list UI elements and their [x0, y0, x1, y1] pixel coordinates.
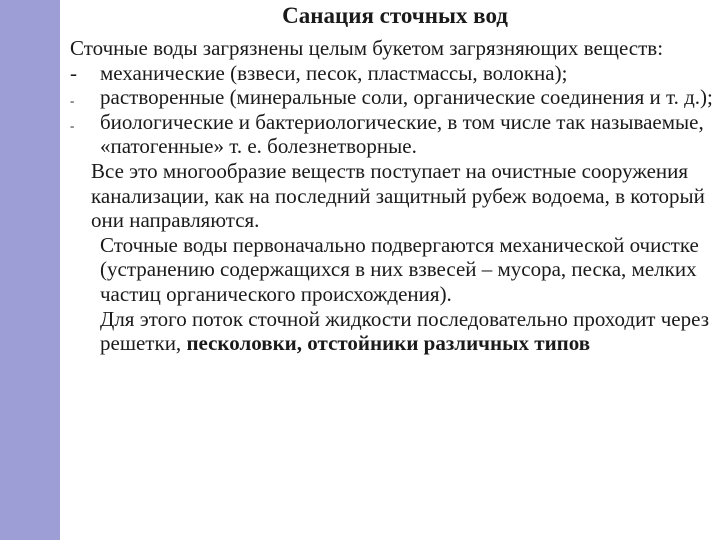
bullet-marker: -: [70, 93, 75, 109]
bullet-text: механические (взвеси, песок, пластмассы, волокна);: [100, 60, 568, 85]
bullet-text: биологические и бактериологические, в том числе так называемые, «патогенные» т. е. болезнетворные.: [100, 109, 704, 159]
bullet-item-1: [70, 61, 715, 86]
bullet-marker: -: [70, 60, 77, 85]
slide-title: Санация сточных вод: [282, 3, 508, 28]
paragraph-3-text: Для этого поток сточной жидкости последовательно проходит через решетки,: [100, 306, 709, 356]
paragraph-1: [70, 159, 715, 233]
bullet-item-3: [70, 110, 715, 159]
paragraph-2: [70, 233, 715, 307]
bullet-item-2: [70, 85, 715, 110]
bullet-marker: -: [70, 117, 75, 133]
paragraph-3: [70, 307, 715, 356]
paragraph-3-bold-text: песколовки, отстойники различных типов: [186, 331, 591, 356]
paragraph-1-text: Все это многообразие веществ поступает на очистные сооружения канализации, как на последний защитный рубеж водоема, в который они направляются.: [91, 158, 705, 233]
paragraph-2-text: Сточные воды первоначально подвергаются механической очистке (устранению содержащихся в них взвесей – мусора, песка, мелких частиц органического происхождения).: [100, 232, 699, 306]
slide-sidebar-bar: [0, 0, 60, 540]
bullet-text: растворенные (минеральные соли, органические соединения и т. д.);: [100, 85, 713, 110]
slide-body: [70, 36, 715, 356]
intro-text: Сточные воды загрязнены целым букетом загрязняющих веществ:: [70, 36, 664, 60]
